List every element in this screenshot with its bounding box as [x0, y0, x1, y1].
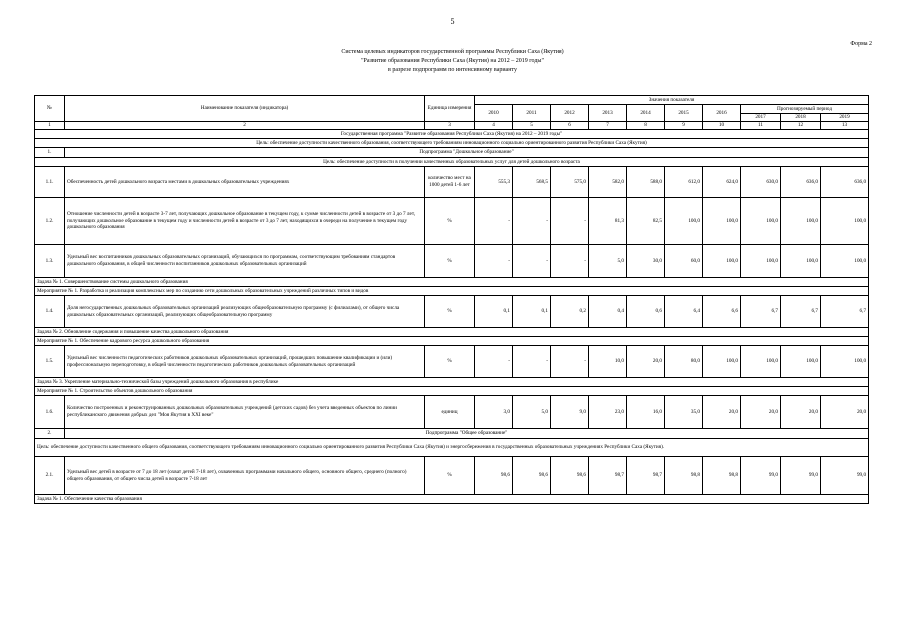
heading-line-2: "Развитие образования Республики Саха (Якутия) на 2012 – 2019 годы"	[361, 58, 544, 64]
task-text: Задача № 1. Обеспечение качества образования	[35, 495, 869, 504]
column-number: 12	[781, 122, 821, 130]
indicator-value: 5,0	[589, 245, 627, 278]
header-year: 2010	[475, 105, 513, 122]
indicator-value: 98,7	[627, 457, 665, 495]
header-year: 2016	[703, 105, 741, 122]
indicator-value: 568,5	[513, 167, 551, 198]
indicator-value: 98,6	[475, 457, 513, 495]
indicator-value: 98,6	[551, 457, 589, 495]
indicator-value: 99,0	[781, 457, 821, 495]
indicator-number: 1.3.	[35, 245, 65, 278]
task-row	[35, 378, 869, 387]
column-number: 5	[513, 122, 551, 130]
indicator-unit: %	[425, 296, 475, 328]
indicator-number: 1.2.	[35, 198, 65, 245]
heading-line-1: Система целевых индикаторов государственной программы Республики Саха (Якутия)	[341, 49, 564, 55]
indicator-number: 1.6.	[35, 396, 65, 429]
indicator-value: 575,0	[551, 167, 589, 198]
indicator-value: 100,0	[821, 198, 869, 245]
indicator-value: -	[513, 346, 551, 378]
indicator-value: 20,0	[703, 396, 741, 429]
column-number: 10	[703, 122, 741, 130]
task-row	[35, 495, 869, 504]
heading-line-3: в разрезе подпрограмм по интенсивному варианту	[388, 67, 517, 73]
column-number: 3	[425, 122, 475, 130]
column-number: 7	[589, 122, 627, 130]
indicator-value: 100,0	[781, 245, 821, 278]
indicator-value: 20,0	[741, 396, 781, 429]
indicator-value: 100,0	[821, 245, 869, 278]
indicator-value: 630,0	[741, 167, 781, 198]
indicator-value: -	[475, 346, 513, 378]
subprogram-number: 1.	[35, 148, 65, 158]
indicator-value: 5,0	[513, 396, 551, 429]
indicator-value: 636,0	[781, 167, 821, 198]
indicator-unit: %	[425, 457, 475, 495]
indicator-number: 1.5.	[35, 346, 65, 378]
indicator-value: -	[551, 198, 589, 245]
indicator-value: 100,0	[741, 245, 781, 278]
caption-text: Государственная программа "Развитие образования Республики Саха (Якутия) на 2012 – 2019 годы"	[35, 130, 869, 139]
indicator-value: 100,0	[703, 346, 741, 378]
column-number: 8	[627, 122, 665, 130]
subprogram-number: 2.	[35, 429, 65, 439]
task-text: Мероприятие № 1. Строительство объектов дошкольного образования	[35, 387, 869, 396]
indicator-name: Доля негосударственных дошкольных образовательных организаций реализующих общеобразовательную программу (с филиалами), от общего числа дошкольных образовательных организаций, реализующих общеобразовательную программу	[65, 296, 425, 328]
indicator-number: 1.4.	[35, 296, 65, 328]
column-number: 9	[665, 122, 703, 130]
task-row	[35, 278, 869, 287]
indicator-value: 6,7	[741, 296, 781, 328]
indicator-value: 624,0	[703, 167, 741, 198]
indicator-value: 98,6	[513, 457, 551, 495]
indicator-value: 6,7	[781, 296, 821, 328]
column-number: 4	[475, 122, 513, 130]
indicator-value: 100,0	[741, 198, 781, 245]
indicator-value: -	[513, 198, 551, 245]
indicator-value: 3,0	[475, 396, 513, 429]
indicator-value: 588,0	[627, 167, 665, 198]
indicator-value: 16,0	[627, 396, 665, 429]
indicator-unit: единиц	[425, 396, 475, 429]
indicator-value: 98,8	[665, 457, 703, 495]
header-year: 2013	[589, 105, 627, 122]
caption-row	[35, 130, 869, 139]
indicator-value: 100,0	[781, 198, 821, 245]
indicator-value: 0,2	[551, 296, 589, 328]
indicator-row	[35, 346, 869, 378]
indicator-value: 98,7	[589, 457, 627, 495]
indicator-value: 0,6	[627, 296, 665, 328]
indicator-name: Удельный вес детей в возрасте от 7 до 18 лет (охват детей 7-18 лет), охваченных программами начального общего, основного общего, среднего (полного) общего образования, от общего числа детей в возрасте 7-18 лет	[65, 457, 425, 495]
indicator-row	[35, 245, 869, 278]
header-year: 2014	[627, 105, 665, 122]
subprogram-title: Подпрограмма "Общее образование"	[65, 429, 869, 439]
indicator-value: -	[551, 245, 589, 278]
indicator-row	[35, 296, 869, 328]
column-number: 13	[821, 122, 869, 130]
task-text: Задача № 3. Укрепление материально-технической базы учреждений дошкольного образования в республике	[35, 378, 869, 387]
header-year: 2015	[665, 105, 703, 122]
indicator-name: Удельный вес численности педагогических работников дошкольных образовательных организаций, прошедших повышение квалификации и (или) профессиональную переподготовку, в общей численности педагогических работников дошкольных образовательных организаций	[65, 346, 425, 378]
task-text: Задача № 1. Совершенствование системы дошкольного образования	[35, 278, 869, 287]
indicator-value: 100,0	[703, 198, 741, 245]
indicator-value: 100,0	[703, 245, 741, 278]
column-number: 2	[65, 122, 425, 130]
column-number: 11	[741, 122, 781, 130]
caption-text: Цель: обеспечение доступности в получении качественных образовательных услуг для детей дошкольного возраста	[35, 158, 869, 167]
indicator-value: 99,0	[821, 457, 869, 495]
indicators-table	[34, 95, 869, 504]
indicator-name: Обеспеченность детей дошкольного возраста местами в дошкольных образовательных учреждениях	[65, 167, 425, 198]
goal-text: Цель: обеспечение доступности качественного общего образования, соответствующего требованиям инновационного социально ориентированного развития Республики Саха (Якутия) и энергосбережения в государственных образовательных учреждениях Республики Саха (Якутия).	[35, 439, 869, 457]
indicator-value: 6,4	[665, 296, 703, 328]
indicator-value: 6,6	[703, 296, 741, 328]
indicator-row	[35, 396, 869, 429]
indicator-value: 100,0	[821, 346, 869, 378]
indicator-value: 100,0	[741, 346, 781, 378]
indicator-value: 99,0	[741, 457, 781, 495]
indicator-number: 1.1.	[35, 167, 65, 198]
task-row	[35, 387, 869, 396]
indicator-value: 612,0	[665, 167, 703, 198]
indicator-row	[35, 198, 869, 245]
indicator-value: 9,0	[551, 396, 589, 429]
form-label: Форма 2	[850, 41, 872, 47]
indicator-value: 98,8	[703, 457, 741, 495]
indicator-value: 35,0	[665, 396, 703, 429]
indicator-value: -	[513, 245, 551, 278]
task-row	[35, 337, 869, 346]
caption-row	[35, 158, 869, 167]
indicator-value: -	[475, 245, 513, 278]
indicator-unit: %	[425, 346, 475, 378]
indicator-unit: %	[425, 198, 475, 245]
indicator-value: 0,1	[513, 296, 551, 328]
header-forecast-year: 2018	[781, 114, 821, 122]
column-number: 6	[551, 122, 589, 130]
indicator-value: 582,0	[589, 167, 627, 198]
task-row	[35, 328, 869, 337]
column-number-row	[35, 122, 869, 130]
subprogram-row	[35, 148, 869, 158]
header-year: 2011	[513, 105, 551, 122]
indicator-value: 80,0	[665, 346, 703, 378]
indicator-value: 82,5	[627, 198, 665, 245]
indicator-value: -	[551, 346, 589, 378]
indicator-value: 636,0	[821, 167, 869, 198]
indicator-value: 81,3	[589, 198, 627, 245]
column-number: 1	[35, 122, 65, 130]
subprogram-row	[35, 429, 869, 439]
indicator-value: 100,0	[781, 346, 821, 378]
indicator-value: 30,0	[627, 245, 665, 278]
indicator-value: 20,0	[781, 396, 821, 429]
page-number: 5	[450, 17, 455, 26]
indicator-value: 60,0	[665, 245, 703, 278]
goal-row	[35, 439, 869, 457]
header-unit: Единица измерения	[425, 96, 475, 122]
indicator-value: -	[475, 198, 513, 245]
caption-row	[35, 139, 869, 148]
header-indicator-name: Наименование показателя (индикатора)	[65, 96, 425, 122]
indicator-value: 555,3	[475, 167, 513, 198]
indicator-value: 0,1	[475, 296, 513, 328]
task-text: Мероприятие № 1. Обеспечение кадрового ресурса дошкольного образования	[35, 337, 869, 346]
indicator-value: 10,0	[589, 346, 627, 378]
indicator-value: 0,4	[589, 296, 627, 328]
header-forecast-year: 2017	[741, 114, 781, 122]
document-heading	[0, 48, 905, 75]
indicator-value: 100,0	[665, 198, 703, 245]
indicator-name: Удельный вес воспитанников дошкольных образовательных организаций, обучающихся по программам, соответствующим требованиям стандартов дошкольного образования, в общей численности воспитанников дошкольных образовательных организаций	[65, 245, 425, 278]
indicator-unit: %	[425, 245, 475, 278]
task-text: Задача № 2. Обновление содержания и повышение качества дошкольного образования	[35, 328, 869, 337]
header-forecast-year: 2019	[821, 114, 869, 122]
task-text: Мероприятие № 1. Разработка и реализация комплексных мер по созданию сети дошкольных образовательных учреждений различных типов и видов	[35, 287, 869, 296]
header-year: 2012	[551, 105, 589, 122]
caption-text: Цель: обеспечение доступности качественного образования, соответствующего требованиям инновационного социально ориентированного развития Республики Саха (Якутия)	[35, 139, 869, 148]
indicator-row	[35, 167, 869, 198]
indicator-unit: количество мест на 1000 детей 1-6 лет	[425, 167, 475, 198]
indicator-value: 6,7	[821, 296, 869, 328]
indicator-row	[35, 457, 869, 495]
header-forecast-period: Прогнозируемый период	[741, 105, 869, 114]
indicator-name: Отношение численности детей в возрасте 3-7 лет, получающих дошкольное образование в текущем году, к сумме численности детей в возрасте от 3 до 7 лет, получающих дошкольное образование в текущем году и численности детей в возрасте от 3 до 7 лет, находящихся в очереди на получение в текущем году дошкольного образования	[65, 198, 425, 245]
indicator-value: 23,0	[589, 396, 627, 429]
indicator-number: 2.1.	[35, 457, 65, 495]
header-number: №	[35, 96, 65, 122]
task-row	[35, 287, 869, 296]
header-values-title: Значения показателя	[475, 96, 869, 105]
subprogram-title: Подпрограмма "Дошкольное образование"	[65, 148, 869, 158]
indicator-value: 20,0	[627, 346, 665, 378]
indicator-value: 20,0	[821, 396, 869, 429]
indicator-name: Количество построенных и реконструированных дошкольных образовательных учреждений (детских садов) без учета введенных объектов по линии республиканского движения добрых дел "Моя Якутия в XXI веке"	[65, 396, 425, 429]
